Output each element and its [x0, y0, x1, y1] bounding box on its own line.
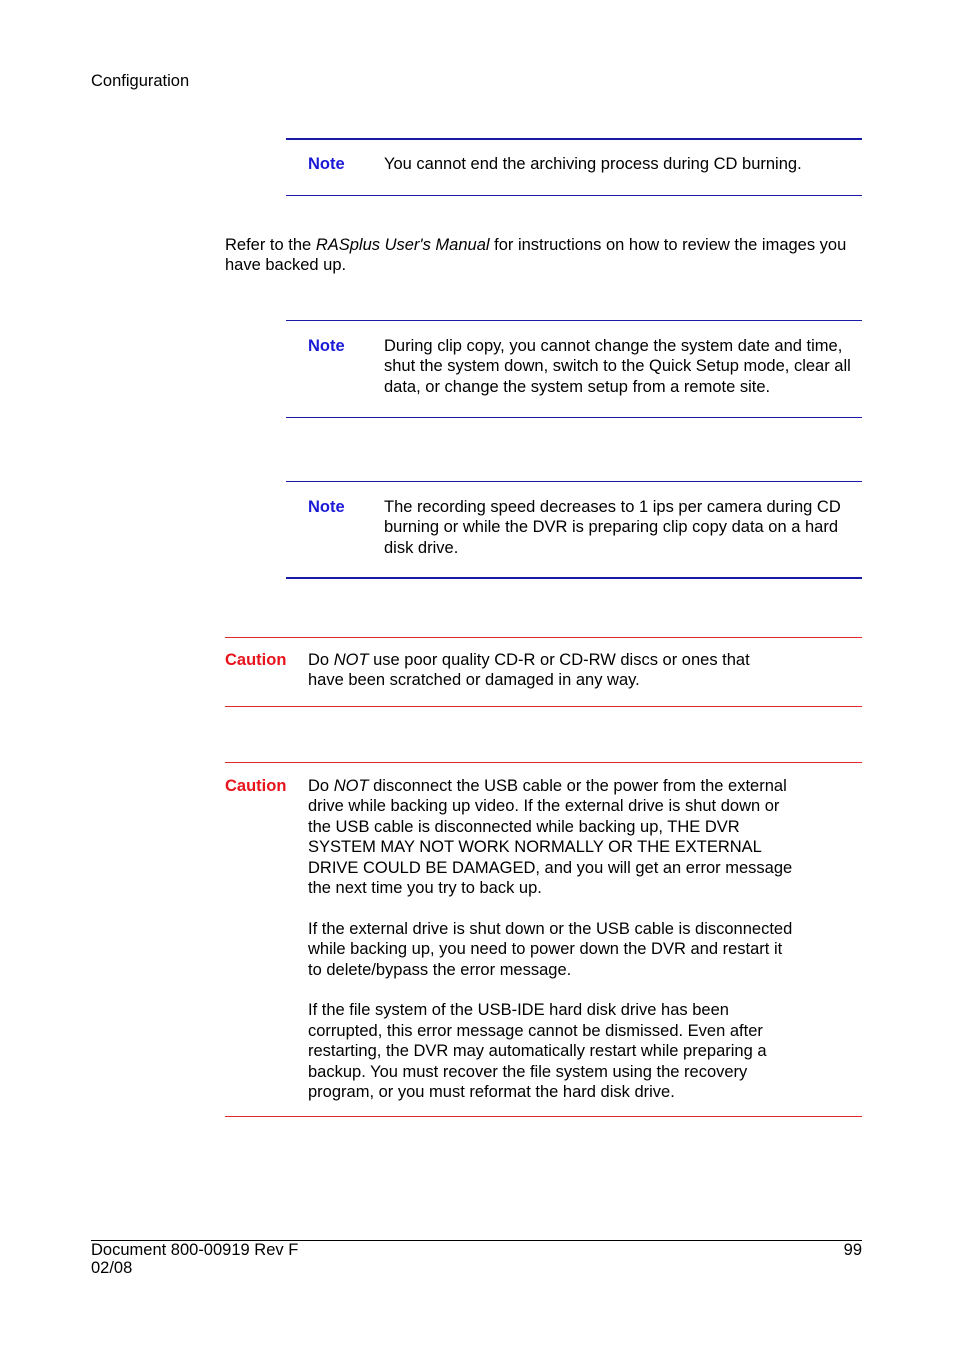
body-paragraph [225, 235, 860, 276]
note-bottom-rule [286, 417, 862, 418]
footer-document-info [91, 1241, 298, 1277]
running-header: Configuration [91, 72, 190, 90]
note-top-rule [286, 138, 862, 140]
document-date: 02/08 [91, 1259, 133, 1277]
note-label: Note [308, 337, 345, 355]
note-bottom-rule [286, 195, 862, 196]
caution-emphasis: NOT [333, 777, 369, 795]
caution-paragraph: If the file system of the USB-IDE hard disk drive has been corrupted, this error message cannot be dismissed. Even after restarting, the DVR may automatically restart while preparing a backup. You must recover the file system using the recovery program, or you must reformat the hard disk drive. [308, 1001, 767, 1102]
caution-paragraph [308, 776, 798, 898]
note-label: Note [308, 498, 345, 516]
caution-text [308, 776, 798, 1102]
caution-rest: disconnect the USB cable or the power from the external drive while backing up video. If the external drive is shut down or the USB cable is disconnected while backing up, THE DVR SYSTEM MAY NOT WORK NORMALLY OR THE EXTERNAL DRIVE COULD BE DAMAGED, and you will get an error message the next time you try to back up. [308, 777, 793, 898]
document-number: Document 800-00919 Rev F [91, 1241, 299, 1259]
caution-emphasis: NOT [333, 651, 369, 669]
caution-text [308, 650, 788, 691]
caution-lead: Do [308, 777, 334, 795]
caution-rest: use poor quality CD-R or CD-RW discs or ones that have been scratched or damaged in any way. [308, 651, 750, 690]
caution-label: Caution [225, 651, 287, 669]
note-top-rule [286, 320, 862, 321]
note-bottom-rule [286, 577, 862, 579]
caution-top-rule [225, 637, 862, 638]
caution-bottom-rule [225, 706, 862, 707]
note-label: Note [308, 155, 345, 173]
caution-label: Caution [225, 777, 287, 795]
body-text-after: for instructions on how to review the images you have backed up. [225, 236, 847, 275]
body-text-before: Refer to the [225, 236, 316, 254]
note-text: You cannot end the archiving process during CD burning. [384, 155, 802, 173]
page-number: 99 [843, 1241, 862, 1259]
caution-bottom-rule [225, 1116, 862, 1117]
caution-lead: Do [308, 651, 334, 669]
note-text: During clip copy, you cannot change the system date and time, shut the system down, switch to the Quick Setup mode, clear all data, or change the system setup from a remote site. [384, 337, 851, 396]
caution-top-rule [225, 762, 862, 763]
note-text: The recording speed decreases to 1 ips per camera during CD burning or while the DVR is preparing clip copy data on a hard disk drive. [384, 498, 841, 557]
manual-title: RASplus User's Manual [315, 236, 490, 254]
caution-paragraph: If the external drive is shut down or the USB cable is disconnected while backing up, you need to power down the DVR and restart it to delete/bypass the error message. [308, 919, 793, 979]
note-top-rule [286, 481, 862, 482]
